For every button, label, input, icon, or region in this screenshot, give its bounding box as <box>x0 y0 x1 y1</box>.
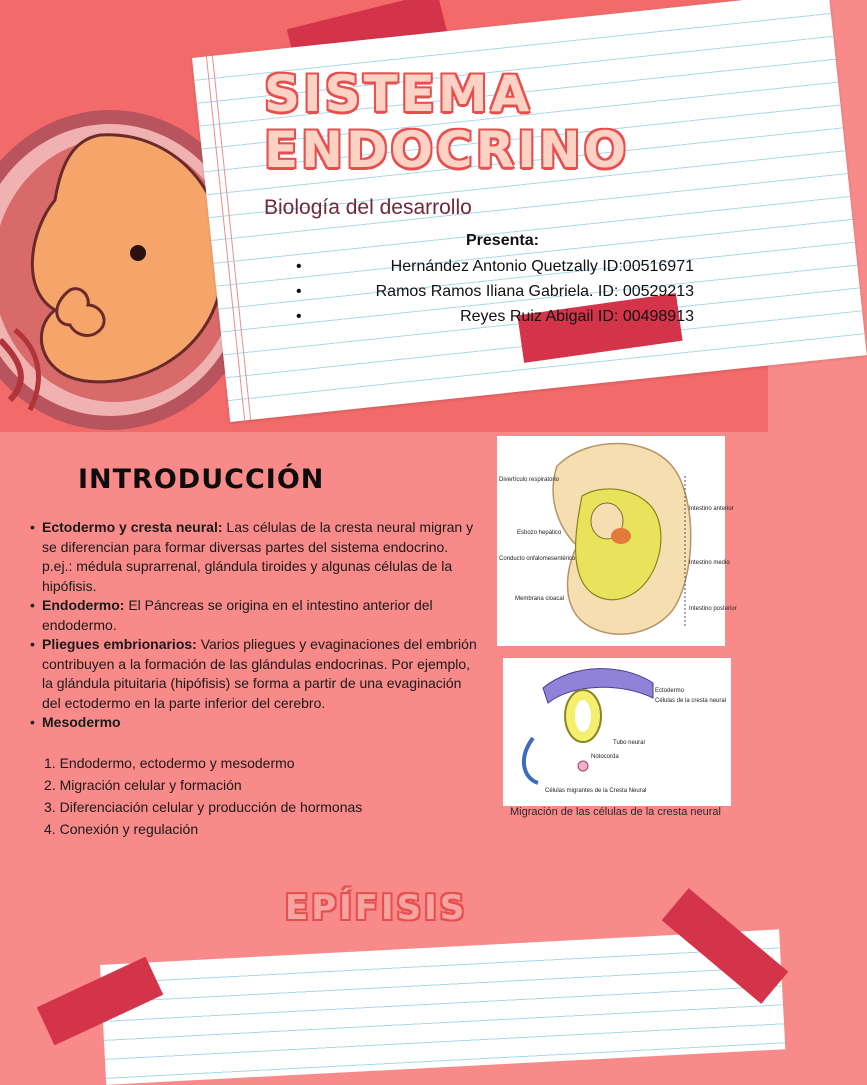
neural-crest-diagram <box>503 658 731 806</box>
diagram-label: Células de la cresta neural <box>655 698 727 704</box>
bullet-icon: • <box>296 283 302 300</box>
list-item: • Endodermo: El Páncreas se origina en el intestino anterior del endodermo. <box>30 596 480 635</box>
diagram-label: Esbozo hepático <box>517 530 562 536</box>
diagram-label: Membrana cloacal <box>515 596 565 602</box>
diagram-label: Divertículo respiratorio <box>499 477 560 483</box>
neural-crest-diagram-svg <box>503 658 731 806</box>
list-item: 2. Migración celular y formación <box>44 777 242 793</box>
embryo-gut-diagram-svg <box>497 436 737 646</box>
figure-caption: Migración de las células de la cresta neural <box>510 806 721 818</box>
bullet-icon: • <box>296 258 302 275</box>
list-item: • Ramos Ramos Iliana Gabriela. ID: 00529213 <box>296 281 696 306</box>
presenters-heading: Presenta: <box>466 232 539 249</box>
cover-section <box>0 0 768 432</box>
list-item: • Hernández Antonio Quetzally ID:00516971 <box>296 256 696 281</box>
presenters-list <box>296 256 696 331</box>
title-line-2: ENDOCRINO <box>264 121 630 179</box>
list-item: • Pliegues embrionarios: Varios pliegues y evaginaciones del embrión contribuyen a la formación de las glándulas endocrinas. Por ejemplo, la glándula pituitaria (hipófisis) se forma a partir de una evaginación del ectodermo en la parte inferior del cerebro. <box>30 635 480 713</box>
list-item: 4. Conexión y regulación <box>44 821 199 837</box>
embryo-gut-diagram <box>497 436 737 646</box>
diagram-label: Ectodermo <box>655 688 685 694</box>
list-item: • Ectodermo y cresta neural: Las células de la cresta neural migran y se diferencian para formar diversas partes del sistema endocrino. p.ej.: médula suprarrenal, glándula tiroides y algunas células de la hipófisis. <box>30 518 480 596</box>
list-item: • Reyes Ruiz Abigail ID: 00498913 <box>296 306 696 331</box>
page-title <box>264 66 629 178</box>
section-heading-epifisis: EPÍFISIS <box>285 888 468 928</box>
subtitle: Biología del desarrollo <box>264 196 472 219</box>
intro-numbered-list <box>44 752 362 840</box>
diagram-label: Intestino medio <box>689 560 730 566</box>
diagram-label: Células migrantes de la Cresta Neural <box>545 788 647 794</box>
bullet-icon: • <box>296 308 302 325</box>
list-item: 3. Diferenciación celular y producción de hormonas <box>44 799 363 815</box>
intro-heading: INTRODUCCIÓN <box>78 464 325 495</box>
diagram-label: Intestino anterior <box>689 506 734 512</box>
intro-bullet-list <box>30 518 480 733</box>
diagram-label: Intestino posterior <box>689 606 737 612</box>
diagram-label: Conducto onfalomesentérico <box>499 556 576 562</box>
title-line-1: SISTEMA <box>264 65 533 123</box>
list-item: • Mesodermo <box>30 713 480 733</box>
list-item: 1. Endodermo, ectodermo y mesodermo <box>44 755 295 771</box>
diagram-label: Notocorda <box>591 754 619 760</box>
diagram-label: Tubo neural <box>613 740 645 746</box>
